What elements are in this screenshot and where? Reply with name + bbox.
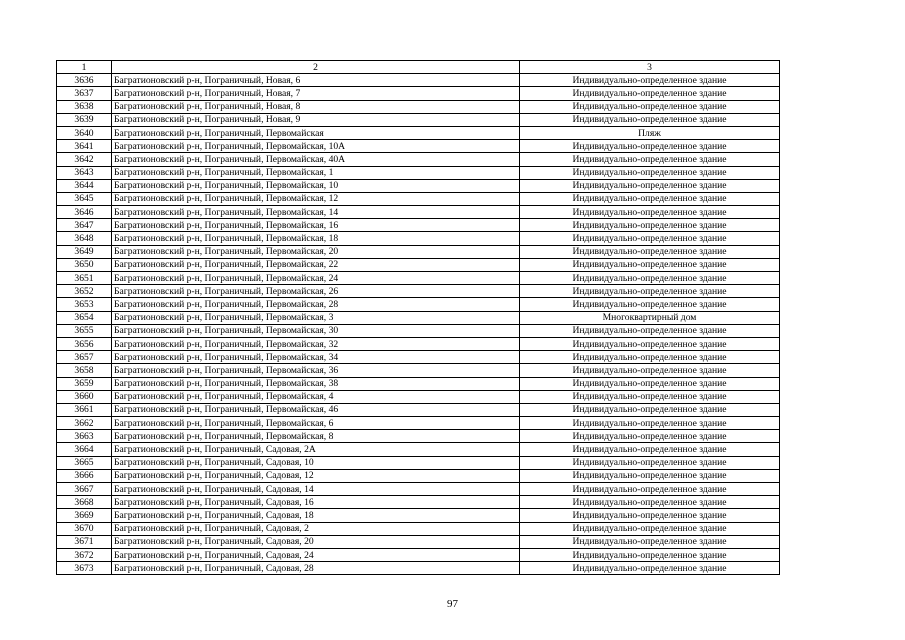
table-row [57,456,780,469]
row-object-type: Индивидуально-определенное здание [520,390,780,403]
table-row [57,469,780,482]
row-number: 3640 [57,126,112,139]
row-address: Багратионовский р-н, Пограничный, Первомайская, 16 [112,219,520,232]
table-row [57,496,780,509]
row-address: Багратионовский р-н, Пограничный, Первомайская [112,126,520,139]
row-object-type: Многоквартирный дом [520,311,780,324]
row-object-type: Индивидуально-определенное здание [520,258,780,271]
table-row [57,179,780,192]
row-number: 3647 [57,219,112,232]
row-address: Багратионовский р-н, Пограничный, Первомайская, 30 [112,324,520,337]
column-header-number: 1 [57,61,112,74]
property-table [56,60,780,575]
row-number: 3665 [57,456,112,469]
row-address: Багратионовский р-н, Пограничный, Садовая, 24 [112,548,520,561]
row-address: Багратионовский р-н, Пограничный, Первомайская, 8 [112,430,520,443]
row-object-type: Индивидуально-определенное здание [520,456,780,469]
row-object-type: Индивидуально-определенное здание [520,548,780,561]
table-row [57,206,780,219]
row-address: Багратионовский р-н, Пограничный, Первомайская, 22 [112,258,520,271]
table-row [57,285,780,298]
row-address: Багратионовский р-н, Пограничный, Первомайская, 38 [112,377,520,390]
table-row [57,311,780,324]
row-number: 3646 [57,206,112,219]
table-row [57,351,780,364]
row-address: Багратионовский р-н, Пограничный, Садовая, 16 [112,496,520,509]
table-row [57,87,780,100]
row-object-type: Индивидуально-определенное здание [520,364,780,377]
row-address: Багратионовский р-н, Пограничный, Первомайская, 6 [112,417,520,430]
row-number: 3652 [57,285,112,298]
row-address: Багратионовский р-н, Пограничный, Садовая, 10 [112,456,520,469]
table-row [57,390,780,403]
row-number: 3656 [57,337,112,350]
row-object-type: Индивидуально-определенное здание [520,179,780,192]
row-object-type: Индивидуально-определенное здание [520,298,780,311]
row-number: 3658 [57,364,112,377]
row-number: 3668 [57,496,112,509]
row-address: Багратионовский р-н, Пограничный, Садовая, 20 [112,535,520,548]
row-object-type: Индивидуально-определенное здание [520,535,780,548]
table-row [57,166,780,179]
row-number: 3667 [57,483,112,496]
table-row [57,245,780,258]
row-object-type: Индивидуально-определенное здание [520,522,780,535]
page-number: 97 [447,598,458,610]
row-address: Багратионовский р-н, Пограничный, Новая, 8 [112,100,520,113]
table-row [57,377,780,390]
row-object-type: Индивидуально-определенное здание [520,113,780,126]
row-address: Багратионовский р-н, Пограничный, Первомайская, 40А [112,153,520,166]
row-address: Багратионовский р-н, Пограничный, Садовая, 18 [112,509,520,522]
row-number: 3657 [57,351,112,364]
row-address: Багратионовский р-н, Пограничный, Первомайская, 3 [112,311,520,324]
row-number: 3645 [57,192,112,205]
table-row [57,337,780,350]
row-object-type: Индивидуально-определенное здание [520,232,780,245]
row-number: 3651 [57,272,112,285]
row-address: Багратионовский р-н, Пограничный, Первомайская, 10 [112,179,520,192]
table-body [57,61,780,575]
row-address: Багратионовский р-н, Пограничный, Первомайская, 4 [112,390,520,403]
row-address: Багратионовский р-н, Пограничный, Садовая, 2А [112,443,520,456]
row-number: 3648 [57,232,112,245]
row-number: 3641 [57,140,112,153]
table-row [57,364,780,377]
row-address: Багратионовский р-н, Пограничный, Первомайская, 18 [112,232,520,245]
row-object-type: Индивидуально-определенное здание [520,443,780,456]
row-address: Багратионовский р-н, Пограничный, Первомайская, 32 [112,337,520,350]
row-object-type: Индивидуально-определенное здание [520,272,780,285]
table-row [57,272,780,285]
row-object-type: Индивидуально-определенное здание [520,324,780,337]
row-number: 3653 [57,298,112,311]
row-object-type: Пляж [520,126,780,139]
row-number: 3654 [57,311,112,324]
row-address: Багратионовский р-н, Пограничный, Первомайская, 34 [112,351,520,364]
row-address: Багратионовский р-н, Пограничный, Новая, 6 [112,74,520,87]
column-header-type: 3 [520,61,780,74]
row-number: 3639 [57,113,112,126]
table-header-row [57,61,780,74]
row-number: 3662 [57,417,112,430]
row-number: 3660 [57,390,112,403]
row-object-type: Индивидуально-определенное здание [520,206,780,219]
row-number: 3642 [57,153,112,166]
row-address: Багратионовский р-н, Пограничный, Первомайская, 24 [112,272,520,285]
row-number: 3650 [57,258,112,271]
row-number: 3638 [57,100,112,113]
table-row [57,443,780,456]
row-number: 3671 [57,535,112,548]
table-row [57,192,780,205]
row-object-type: Индивидуально-определенное здание [520,153,780,166]
row-object-type: Индивидуально-определенное здание [520,417,780,430]
row-object-type: Индивидуально-определенное здание [520,219,780,232]
table-row [57,100,780,113]
table-row [57,403,780,416]
row-object-type: Индивидуально-определенное здание [520,403,780,416]
table-row [57,113,780,126]
row-number: 3664 [57,443,112,456]
table-row [57,535,780,548]
row-number: 3666 [57,469,112,482]
row-object-type: Индивидуально-определенное здание [520,285,780,298]
table-row [57,509,780,522]
table-row [57,324,780,337]
table-row [57,562,780,575]
row-object-type: Индивидуально-определенное здание [520,100,780,113]
row-number: 3649 [57,245,112,258]
row-number: 3670 [57,522,112,535]
row-object-type: Индивидуально-определенное здание [520,245,780,258]
row-address: Багратионовский р-н, Пограничный, Первомайская, 1 [112,166,520,179]
row-object-type: Индивидуально-определенное здание [520,192,780,205]
row-address: Багратионовский р-н, Пограничный, Первомайская, 12 [112,192,520,205]
row-address: Багратионовский р-н, Пограничный, Садовая, 12 [112,469,520,482]
column-header-address: 2 [112,61,520,74]
row-number: 3661 [57,403,112,416]
row-address: Багратионовский р-н, Пограничный, Новая, 9 [112,113,520,126]
row-address: Багратионовский р-н, Пограничный, Первомайская, 20 [112,245,520,258]
row-number: 3643 [57,166,112,179]
row-object-type: Индивидуально-определенное здание [520,87,780,100]
row-address: Багратионовский р-н, Пограничный, Первомайская, 36 [112,364,520,377]
row-address: Багратионовский р-н, Пограничный, Первомайская, 28 [112,298,520,311]
table-row [57,153,780,166]
table-row [57,548,780,561]
row-number: 3637 [57,87,112,100]
table-row [57,126,780,139]
table-row [57,430,780,443]
table-row [57,258,780,271]
row-address: Багратионовский р-н, Пограничный, Садовая, 14 [112,483,520,496]
row-number: 3636 [57,74,112,87]
row-object-type: Индивидуально-определенное здание [520,140,780,153]
row-address: Багратионовский р-н, Пограничный, Первомайская, 26 [112,285,520,298]
row-object-type: Индивидуально-определенное здание [520,483,780,496]
table-row [57,522,780,535]
table-row [57,74,780,87]
table-row [57,140,780,153]
row-number: 3663 [57,430,112,443]
row-number: 3669 [57,509,112,522]
row-object-type: Индивидуально-определенное здание [520,351,780,364]
row-address: Багратионовский р-н, Пограничный, Садовая, 28 [112,562,520,575]
row-number: 3659 [57,377,112,390]
table-row [57,219,780,232]
row-object-type: Индивидуально-определенное здание [520,509,780,522]
row-number: 3655 [57,324,112,337]
row-object-type: Индивидуально-определенное здание [520,166,780,179]
row-number: 3672 [57,548,112,561]
table-row [57,232,780,245]
row-object-type: Индивидуально-определенное здание [520,562,780,575]
row-address: Багратионовский р-н, Пограничный, Первомайская, 14 [112,206,520,219]
table-row [57,417,780,430]
row-object-type: Индивидуально-определенное здание [520,74,780,87]
row-object-type: Индивидуально-определенное здание [520,496,780,509]
row-number: 3673 [57,562,112,575]
row-address: Багратионовский р-н, Пограничный, Садовая, 2 [112,522,520,535]
row-address: Багратионовский р-н, Пограничный, Первомайская, 10А [112,140,520,153]
row-address: Багратионовский р-н, Пограничный, Новая, 7 [112,87,520,100]
row-object-type: Индивидуально-определенное здание [520,337,780,350]
row-object-type: Индивидуально-определенное здание [520,377,780,390]
table-row [57,483,780,496]
row-number: 3644 [57,179,112,192]
row-object-type: Индивидуально-определенное здание [520,469,780,482]
table-row [57,298,780,311]
row-object-type: Индивидуально-определенное здание [520,430,780,443]
row-address: Багратионовский р-н, Пограничный, Первомайская, 46 [112,403,520,416]
